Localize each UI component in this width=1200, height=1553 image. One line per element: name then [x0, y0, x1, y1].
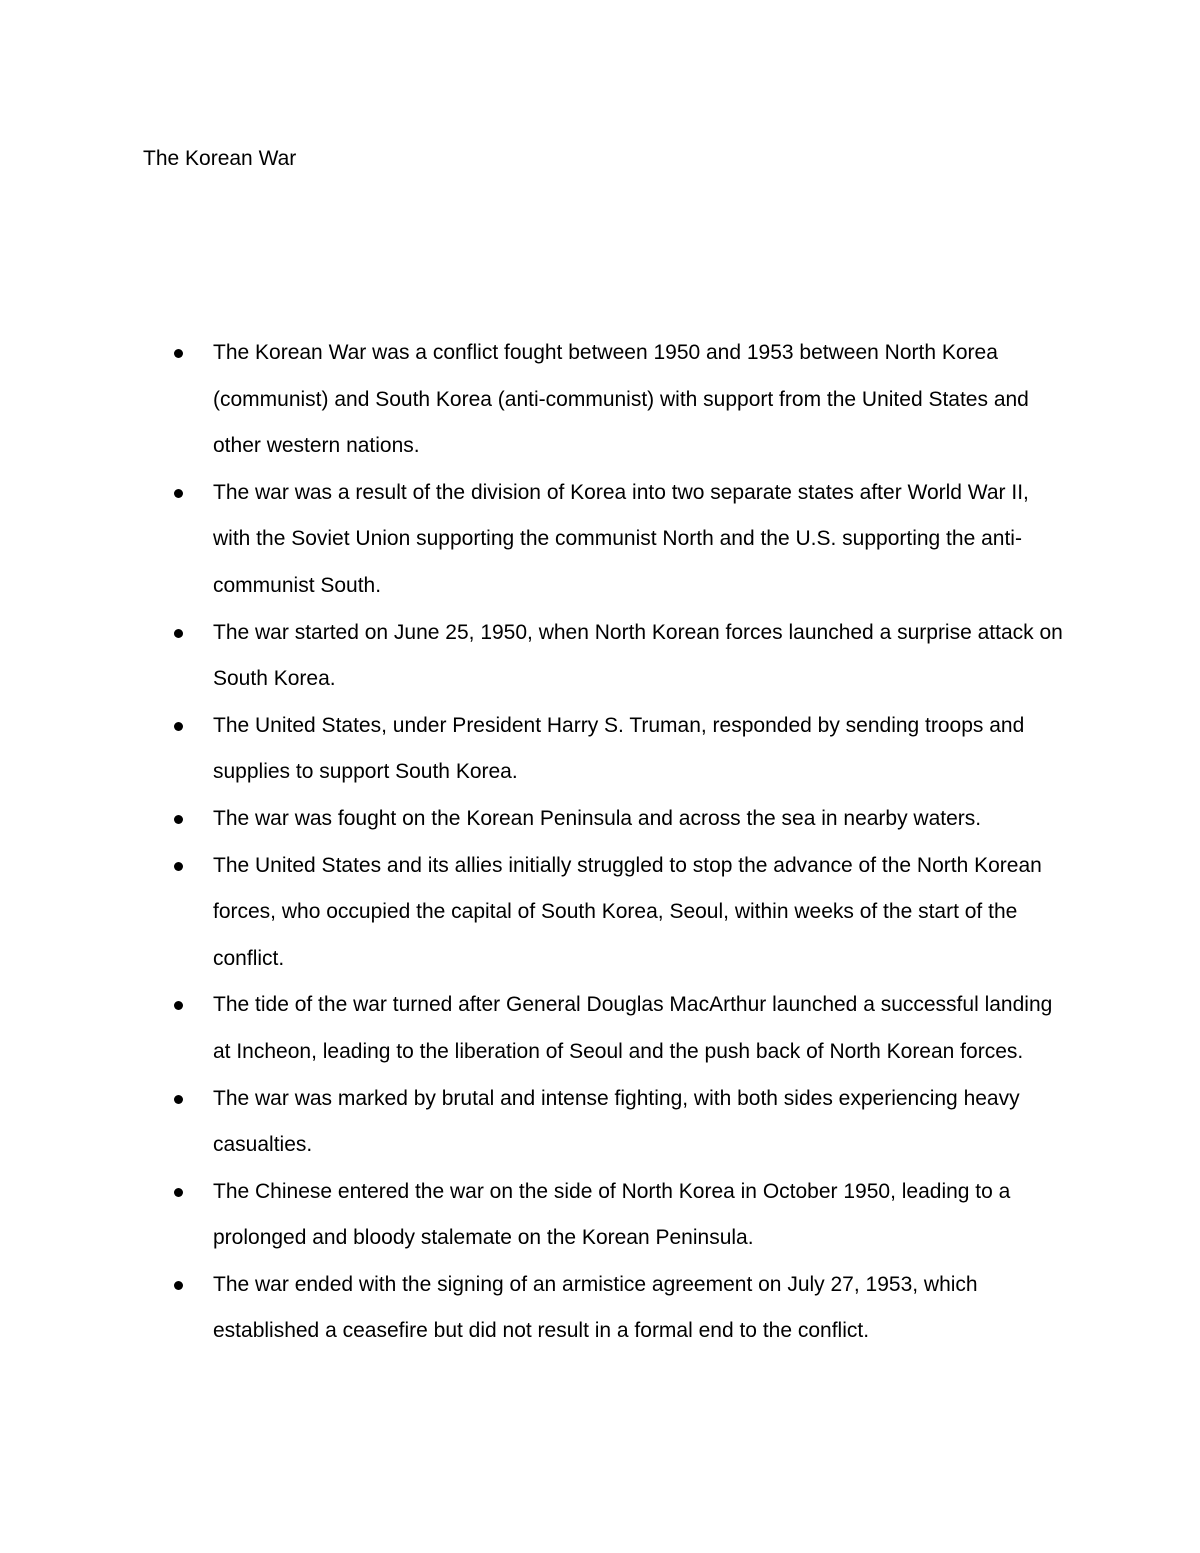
list-item-text: The tide of the war turned after General Douglas MacArthur launched a successful landing at Incheon, leading to the liberation of Seoul and the push back of North Korean forces. [213, 993, 1053, 1063]
list-item-text: The war ended with the signing of an armistice agreement on July 27, 1953, which established a ceasefire but did not result in a formal end to the conflict. [213, 1272, 978, 1343]
list-item [170, 796, 1070, 843]
list-item-text: The war was a result of the division of Korea into two separate states after World War II, with the Soviet Union supporting the communist North and the U.S. supporting the anti-communist South. [213, 480, 1029, 597]
list-item-text: The United States, under President Harry S. Truman, responded by sending troops and supplies to support South Korea. [213, 713, 1025, 784]
bullet-icon [174, 1001, 183, 1010]
list-item [170, 982, 1070, 1075]
bullet-icon [174, 1095, 183, 1104]
bullet-icon [174, 1188, 183, 1197]
list-item [170, 470, 1070, 610]
list-item-text: The Chinese entered the war on the side of North Korea in October 1950, leading to a prolonged and bloody stalemate on the Korean Peninsula. [213, 1179, 1011, 1250]
list-item-text: The Korean War was a conflict fought between 1950 and 1953 between North Korea (communist) and South Korea (anti-communist) with support from the United States and other western nations. [213, 341, 1029, 458]
bullet-icon [174, 1281, 183, 1290]
bullet-icon [174, 349, 183, 358]
list-item-text: The war was fought on the Korean Peninsula and across the sea in nearby waters. [213, 806, 982, 830]
list-item [170, 843, 1070, 983]
list-item [170, 1076, 1070, 1169]
list-item-text: The war started on June 25, 1950, when North Korean forces launched a surprise attack on South Korea. [213, 620, 1063, 691]
bullet-icon [174, 862, 183, 871]
list-item [170, 703, 1070, 796]
list-item [170, 330, 1070, 470]
bullet-icon [174, 489, 183, 498]
list-item [170, 1169, 1070, 1262]
bullet-icon [174, 815, 183, 824]
bullet-list [170, 330, 1070, 1355]
list-item [170, 1262, 1070, 1355]
bullet-icon [174, 629, 183, 638]
document-title: The Korean War [143, 147, 297, 170]
list-item-text: The war was marked by brutal and intense fighting, with both sides experiencing heavy casualties. [213, 1086, 1020, 1157]
bullet-icon [174, 722, 183, 731]
list-item-text: The United States and its allies initially struggled to stop the advance of the North Korean forces, who occupied the capital of South Korea, Seoul, within weeks of the start of the conflict. [213, 853, 1042, 970]
list-item [170, 610, 1070, 703]
